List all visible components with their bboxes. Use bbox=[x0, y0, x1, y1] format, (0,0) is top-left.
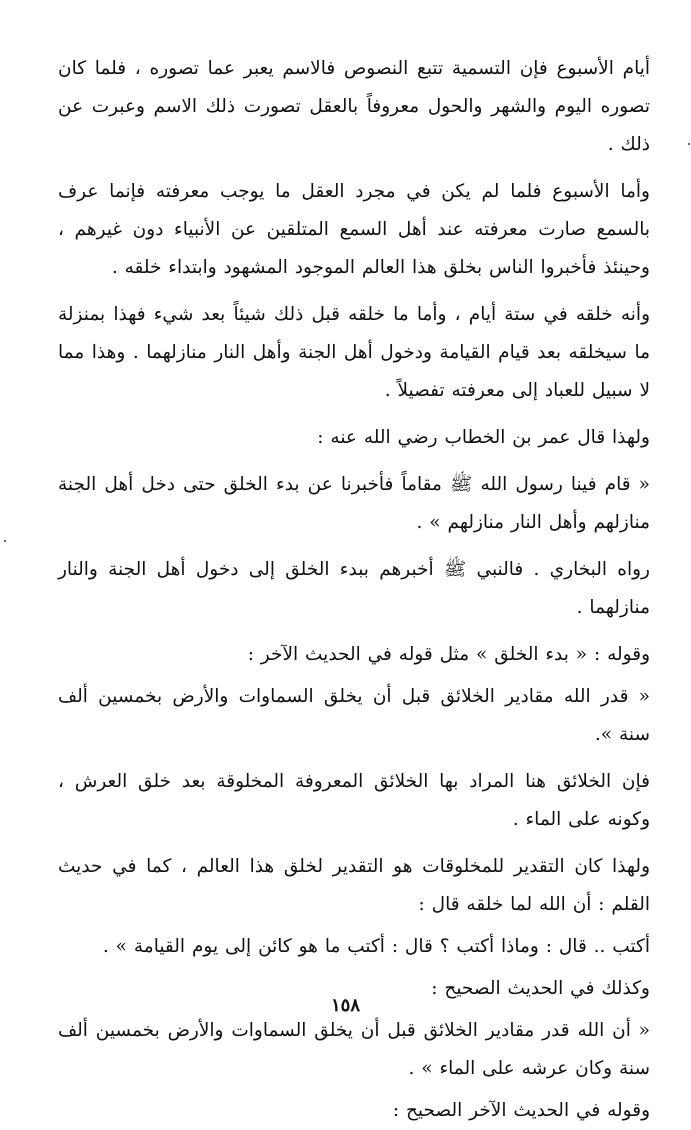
paragraph: وقوله في الحديث الآخر الصحيح : bbox=[392, 1100, 650, 1121]
quote-paragraph: أكتب .. قال : وماذا أكتب ؟ قال : أكتب ما هو كائن إلى يوم القيامة » . bbox=[102, 936, 650, 957]
scan-speck bbox=[688, 143, 690, 145]
quote-paragraph: « قام فينا رسول الله ﷺ مقاماً فأخبرنا عن بدء الخلق حتى دخل أهل الجنة منازلهم وأهل النار منازلهم » . bbox=[58, 474, 650, 533]
paragraph: وقوله : « بدء الخلق » مثل قوله في الحديث الآخر : bbox=[247, 644, 650, 665]
page-number: ١٥٨ bbox=[330, 995, 360, 1016]
paragraph: رواه البخاري . فالنبي ﷺ أخبرهم ببدء الخلق إلى دخول أهل الجنة والنار منازلهما . bbox=[58, 559, 650, 618]
paragraph: أيام الأسبوع فإن التسمية تتبع النصوص فالاسم يعبر عما تصوره ، فلما كان تصوره اليوم والشهر والحول معروفاً بالعقل تصورت ذلك الاسم وعبرت عن ذلك . bbox=[58, 58, 650, 155]
paragraph: وأما الأسبوع فلما لم يكن في مجرد العقل ما يوجب معرفته فإنما عرف بالسمع صارت معرفته عند أهل السمع المتلقين عن الأنبياء دون غيرهم ، وحينئذ فأخبروا الناس بخلق هذا العالم الموجود المشهود وابتداء خلقه . bbox=[58, 181, 650, 278]
paragraph: ولهذا كان التقدير للمخلوقات هو التقدير لخلق هذا العالم ، كما في حديث القلم : أن الله لما خلقه قال : bbox=[58, 856, 650, 915]
page-body bbox=[58, 50, 650, 1121]
scan-speck bbox=[4, 540, 6, 542]
paragraph: ولهذا قال عمر بن الخطاب رضي الله عنه : bbox=[317, 427, 650, 448]
paragraph: فإن الخلائق هنا المراد بها الخلائق المعروفة المخلوقة بعد خلق العرش ، وكونه على الماء . bbox=[58, 771, 650, 830]
paragraph: وكذلك في الحديث الصحيح : bbox=[431, 978, 650, 999]
paragraph: وأنه خلقه في ستة أيام ، وأما ما خلقه قبل ذلك شيئاً بعد شيء فهذا بمنزلة ما سيخلقه بعد قيام القيامة ودخول أهل الجنة وأهل النار منازلهما . وهذا مما لا سبيل للعباد إلى معرفته تفصيلاً . bbox=[58, 304, 650, 401]
quote-paragraph: « أن الله قدر مقادير الخلائق قبل أن يخلق السماوات والأرض بخمسين ألف سنة وكان عرشه على الماء » . bbox=[58, 1020, 650, 1079]
quote-paragraph: « قدر الله مقادير الخلائق قبل أن يخلق السماوات والأرض بخمسين ألف سنة ». bbox=[58, 686, 650, 745]
